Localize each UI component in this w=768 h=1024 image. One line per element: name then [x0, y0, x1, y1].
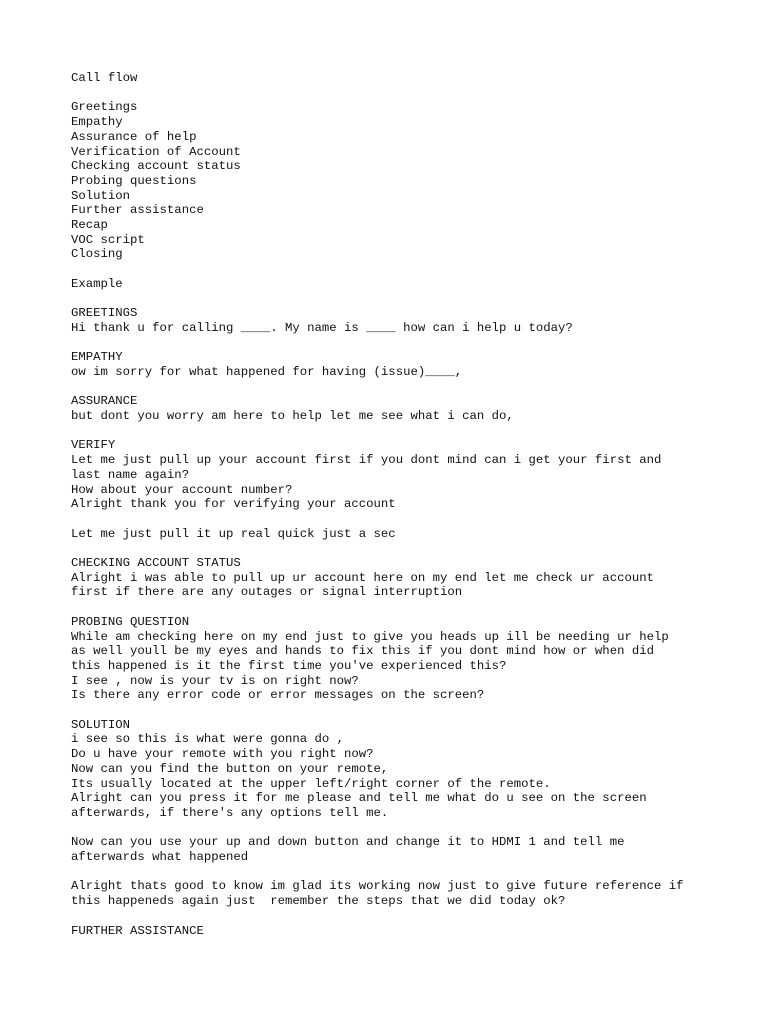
section-line: Hi thank u for calling ____. My name is ____ how can i help u today? [71, 320, 573, 335]
script-section [71, 924, 731, 939]
spacer [71, 541, 731, 556]
section-line: afterwards what happened [71, 850, 249, 865]
script-section [71, 394, 731, 423]
call-flow-step: Probing questions [71, 173, 197, 188]
call-flow-step: Greetings [71, 100, 138, 115]
section-line: Let me just pull up your account first if you dont mind can i get your first and [71, 453, 662, 468]
section-line: Its usually located at the upper left/right corner of the remote. [71, 776, 551, 791]
call-flow-step: Solution [71, 188, 131, 203]
example-label: Example [71, 276, 123, 291]
section-line: Now can you use your up and down button and change it to HDMI 1 and tell me [71, 835, 625, 850]
section-line: last name again? [71, 467, 190, 482]
section-line: this happened is it the first time you've experienced this? [71, 658, 507, 673]
section-line: Alright can you press it for me please and tell me what do u see on the screen [71, 791, 647, 806]
spacer [71, 909, 731, 924]
section-line: as well youll be my eyes and hands to fix this if you dont mind how or when did [71, 644, 654, 659]
spacer [71, 292, 731, 307]
section-line: Alright thats good to know im glad its working now just to give future reference if [71, 879, 684, 894]
script-section [71, 438, 731, 541]
document-body [71, 71, 731, 938]
spacer [71, 262, 731, 277]
section-line: i see so this is what were gonna do , [71, 732, 345, 747]
section-heading: PROBING QUESTION [71, 614, 190, 629]
section-heading: SOLUTION [71, 717, 131, 732]
call-flow-step-list [71, 100, 731, 262]
section-line: this happeneds again just remember the steps that we did today ok? [71, 894, 566, 909]
section-heading: FURTHER ASSISTANCE [71, 923, 204, 938]
script-section [71, 306, 731, 335]
section-line: I see , now is your tv is on right now? [71, 673, 359, 688]
section-line: ow im sorry for what happened for having (issue)____, [71, 365, 463, 379]
spacer [71, 86, 731, 101]
section-line: Now can you find the button on your remote, [71, 761, 389, 776]
spacer [71, 512, 731, 527]
call-flow-step: Further assistance [71, 203, 204, 218]
section-line: Let me just pull it up real quick just a sec [71, 526, 396, 541]
spacer [71, 336, 731, 351]
call-flow-step: Verification of Account [71, 144, 241, 159]
document-title: Call flow [71, 71, 138, 85]
spacer [71, 600, 731, 615]
call-flow-step: Assurance of help [71, 129, 197, 144]
spacer [71, 380, 731, 395]
section-line: first if there are any outages or signal interruption [71, 585, 463, 600]
section-line: While am checking here on my end just to give you heads up ill be needing ur help [71, 629, 669, 644]
section-line: but dont you worry am here to help let me see what i can do, [71, 409, 514, 424]
script-sections [71, 306, 731, 938]
section-line: Alright i was able to pull up ur account here on my end let me check ur account [71, 570, 654, 585]
call-flow-step: Recap [71, 218, 108, 233]
call-flow-step: Empathy [71, 115, 123, 130]
spacer [71, 821, 731, 836]
call-flow-step: Closing [71, 247, 123, 262]
section-line: afterwards, if there's any options tell me. [71, 806, 389, 820]
call-flow-step: Checking account status [71, 159, 241, 174]
spacer [71, 703, 731, 718]
section-heading: ASSURANCE [71, 394, 138, 409]
script-section [71, 718, 731, 909]
script-section [71, 350, 731, 379]
section-line: Do u have your remote with you right now? [71, 747, 374, 762]
script-section [71, 615, 731, 703]
section-line: Alright thank you for verifying your account [71, 497, 396, 512]
section-heading: EMPATHY [71, 350, 123, 365]
spacer [71, 424, 731, 439]
script-section [71, 556, 731, 600]
section-line: How about your account number? [71, 482, 293, 497]
section-heading: VERIFY [71, 438, 116, 453]
section-line: Is there any error code or error messages on the screen? [71, 688, 485, 703]
section-heading: CHECKING ACCOUNT STATUS [71, 556, 241, 571]
call-flow-step: VOC script [71, 232, 145, 247]
section-heading: GREETINGS [71, 306, 138, 321]
spacer [71, 865, 731, 880]
